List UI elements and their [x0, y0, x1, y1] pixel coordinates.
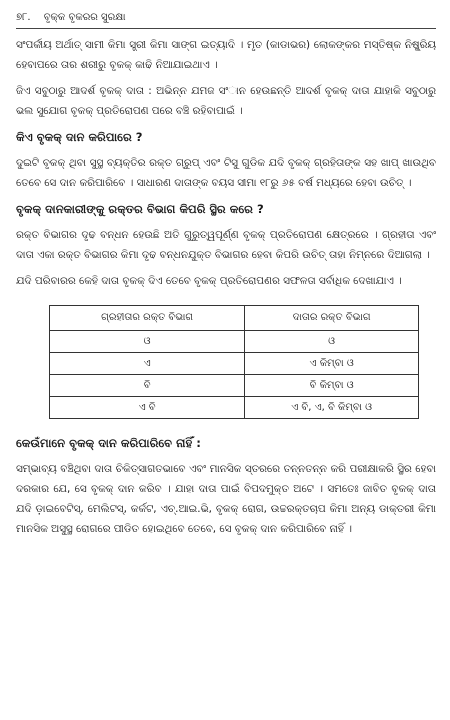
- table-cell-donor: ଏ ବି, ଏ, ବି କିମ୍ବା ଓ: [245, 397, 419, 419]
- table-cell-donor: ଓ: [245, 331, 419, 353]
- table-cell-recipient: ଏ: [50, 353, 245, 375]
- paragraph-blood-group-match: ରକ୍ତ ବିଭାଗର ଦୃଢ ବନ୍ଧନ ହେଉଛି ଅତି ଗୁରୁତ୍ୱପୂର୍ଣ୍ଣ ବୃକକ୍ ପ୍ରତିରୋପଣ କ୍ଷେତ୍ରରେ । ଗ୍ରହୀତା ଏବଂ ଦାତା ଏକା ରକ୍ତ ବିଭାଗର କିମା ଦୃଢ ବନ୍ଧନଯୁକ୍ତ ବିଭାଗର ହେବା କିପରି ଉଚିତ୍ ତାହା ନିମ୍ନରେ ଦିଆଗଲା ।: [16, 229, 436, 261]
- paragraph-family-donor: ଯଦି ପରିବାରର କେହି ଦାତା ବୃକକ୍ ଦିଏ ତେବେ ବୃକକ୍ ପ୍ରତିରୋପଣର ସଫଳତା ସର୍ବାଧିକ ଦେଖାଯାଏ ।: [16, 275, 402, 287]
- table-cell-recipient: ଏ ବି: [50, 397, 245, 419]
- table-header-donor: ଦାତାର ରକ୍ତ ବିଭାଗ: [245, 306, 419, 331]
- page-number: ୭୮.: [16, 12, 31, 23]
- table-header-recipient: ଗ୍ରହୀତାର ରକ୍ତ ବିଭାଗ: [50, 306, 245, 331]
- paragraph-donor-types: ସଂପର୍କୀୟ ଅର୍ଥାତ୍ ସାମୀ କିମା ସ୍ତ୍ରୀ କିମା ସାଙ୍ଗ ଇତ୍ୟାଦି । ମୃତ (କାଡାଭର) ଲୋକଙ୍କର ମସ୍ତିଷ୍କ ନିଷ୍କ୍ରିୟ ହେବାପରେ ତାର ଶରୀରୁ ବୃକକ୍ କାଢି ନିଆଯାଇଥାଏ ।: [16, 39, 436, 71]
- table-row: [50, 331, 419, 353]
- heading-who-can-donate: କିଏ ବୃକକ୍ ଦାନ କରିପାରେ ?: [16, 130, 143, 144]
- heading-who-cannot-donate: କେଉଁମାନେ ବୃକକ୍ ଦାନ କରିପାରିବେ ନାହିଁ :: [16, 436, 201, 450]
- table-row: [50, 397, 419, 419]
- table-cell-recipient: ବି: [50, 375, 245, 397]
- table-row: [50, 353, 419, 375]
- table-row: [50, 375, 419, 397]
- paragraph-who-cannot-donate: ସମ୍ଭାବ୍ୟ ବଞ୍ଚିଥିବା ଦାତା ଚିକିତ୍ସାଗତଭାବେ ଏବଂ ମାନସିକ ସ୍ତରରେ ତନ୍ନତନ୍ନ କରି ପରୀକ୍ଷାକରି ସ୍ଥିର ହେବା ଦରକାର ଯେ, ସେ ବୃକକ୍ ଦାନ କରିବ । ଯାହା ଦାତା ପାଇଁ ବିପଦମୁକ୍ତ ଅଟେ । ସମତେଃ ଜାବିତ ବୃକକ୍ ଦାତା ଯଦି ଡ଼ାଇବେଟିସ୍, ମେଲିଟସ୍, କର୍କଟ, ଏଚ୍.ଆଇ.ଭି, ବୃକକ୍ ରୋଗ, ଉଚ୍ଚରକ୍ତଚାପ କିମା ଅନ୍ୟ ଡାକ୍ତରୀ କିମା ମାନସିକ ଅସୁସ୍ଥ ରୋଗରେ ପୀଡିତ ହୋଇଥିବେ ତେବେ, ସେ ବୃକକ୍ ଦାନ କରିପାରିବେ ନାହିଁ ।: [16, 463, 436, 535]
- table-header-row: [50, 306, 419, 331]
- blood-group-table: [49, 305, 419, 419]
- heading-blood-group-match: ବୃକକ୍ ଦାନକାରୀଙ୍କୁ ରକ୍ତର ବିଭାଗ କିପରି ସ୍ଥିର କରେ ?: [16, 202, 264, 216]
- table-cell-recipient: ଓ: [50, 331, 245, 353]
- paragraph-ideal-donor: ଜିଏ ସବୁଠାରୁ ଆଦର୍ଶ ବୃକକ୍ ଦାତା : ଅଭିନ୍ନ ଯମଜ ସଂାନ ହେଉଛନ୍ତି ଆଦର୍ଶ ବୃକକ୍ ଦାତା ଯାହାକି ସବୁଠାରୁ ଭଲ ସୁଯୋଗ ବୃକକ୍ ପ୍ରତିରୋପଣ ପରେ ବଞ୍ଚି ରହିବାପାଇଁ ।: [16, 85, 436, 117]
- table-cell-donor: ବି କିମ୍ବା ଓ: [245, 375, 419, 397]
- paragraph-who-can-donate: ଦୁଇଟି ବୃକକ୍ ଥିବା ସୁସ୍ଥ ବ୍ୟକ୍ତିର ରକ୍ତ ଗ୍ରୁପ୍ ଏବଂ ଟିସୁ ଗୁଡିକ ଯଦି ବୃକକ୍ ଗ୍ରହିତାଙ୍କ ସହ ଖାପ୍ ଖାଉଥିବ ତେବେ ସେ ଦାନ କରିପାରିବେ । ସାଧାରଣ ଦାତାଙ୍କ ବୟସ ସୀମା ୧୮ରୁ ୬୫ ବର୍ଷ ମଧ୍ୟରେ ହେବା ଉଚିତ୍ ।: [16, 157, 436, 189]
- page-header: [16, 8, 436, 29]
- table-cell-donor: ଏ କିମ୍ବା ଓ: [245, 353, 419, 375]
- running-title: ବୃକ୍କ ବୃକରର ସୁରକ୍ଷା: [43, 12, 126, 23]
